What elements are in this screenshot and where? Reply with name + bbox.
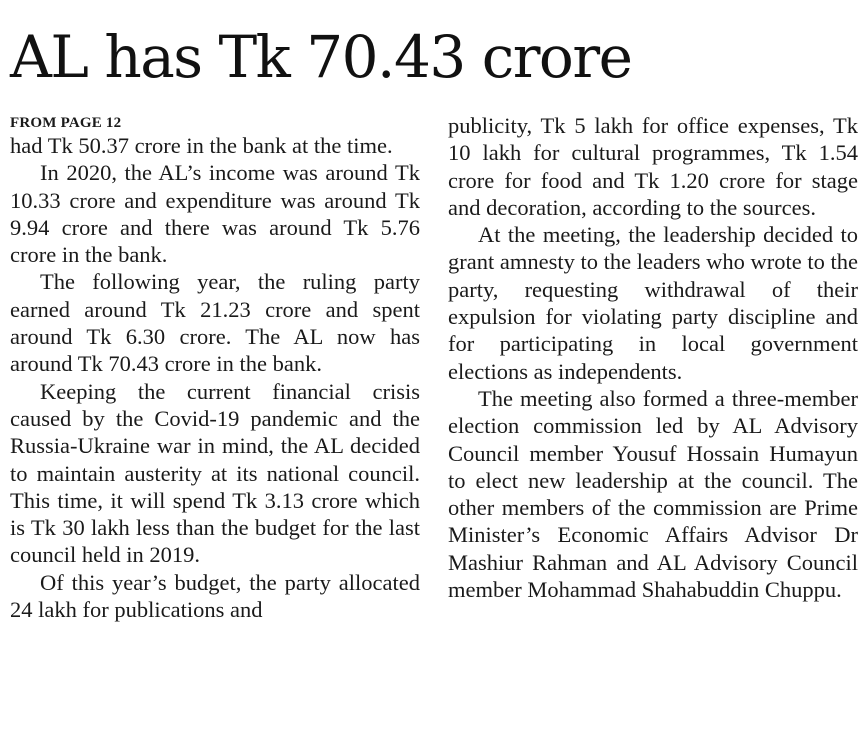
paragraph: Keeping the current financial crisis caused by the Covid-19 pandemic and the Russia-Ukraine war in mind, the AL decided to maintain austerity at its national council. This time, it will spend Tk 3.13 crore which is Tk 30 lakh less than the budget for the last council held in 2019. [10,378,420,568]
paragraph: At the meeting, the leadership decided to grant amnesty to the leaders who wrote to the party, requesting withdrawal of their expulsion for violating party discipline and for participating in local government elections as independents. [448,222,858,384]
paragraph: had Tk 50.37 crore in the bank at the time. [10,133,393,158]
jump-kicker: FROM PAGE 12 [10,115,122,131]
paragraph: The following year, the ruling party earned around Tk 21.23 crore and spent around Tk 6.30 crore. The AL now has around Tk 70.43 crore in the bank. [10,269,420,377]
right-column [448,112,858,603]
paragraph: The meeting also formed a three-member election commission led by AL Advisory Council member Yousuf Hossain Humayun to elect new leadership at the council. The other members of the commission are Prime Minister’s Economic Affairs Advisor Dr Mashiur Rahman and AL Advisory Council member Mohammad Shahabuddin Chuppu. [448,385,858,603]
paragraph: In 2020, the AL’s income was around Tk 10.33 crore and expenditure was around Tk 9.94 crore and there was around Tk 5.76 crore in the bank. [10,160,420,268]
left-column [10,112,420,623]
headline: AL has Tk 70.43 crore [10,23,632,91]
paragraph: Of this year’s budget, the party allocated 24 lakh for publications and [10,569,420,623]
paragraph: publicity, Tk 5 lakh for office expenses, Tk 10 lakh for cultural programmes, Tk 1.54 crore for food and Tk 1.20 crore for stage and decoration, according to the sources. [448,113,858,220]
